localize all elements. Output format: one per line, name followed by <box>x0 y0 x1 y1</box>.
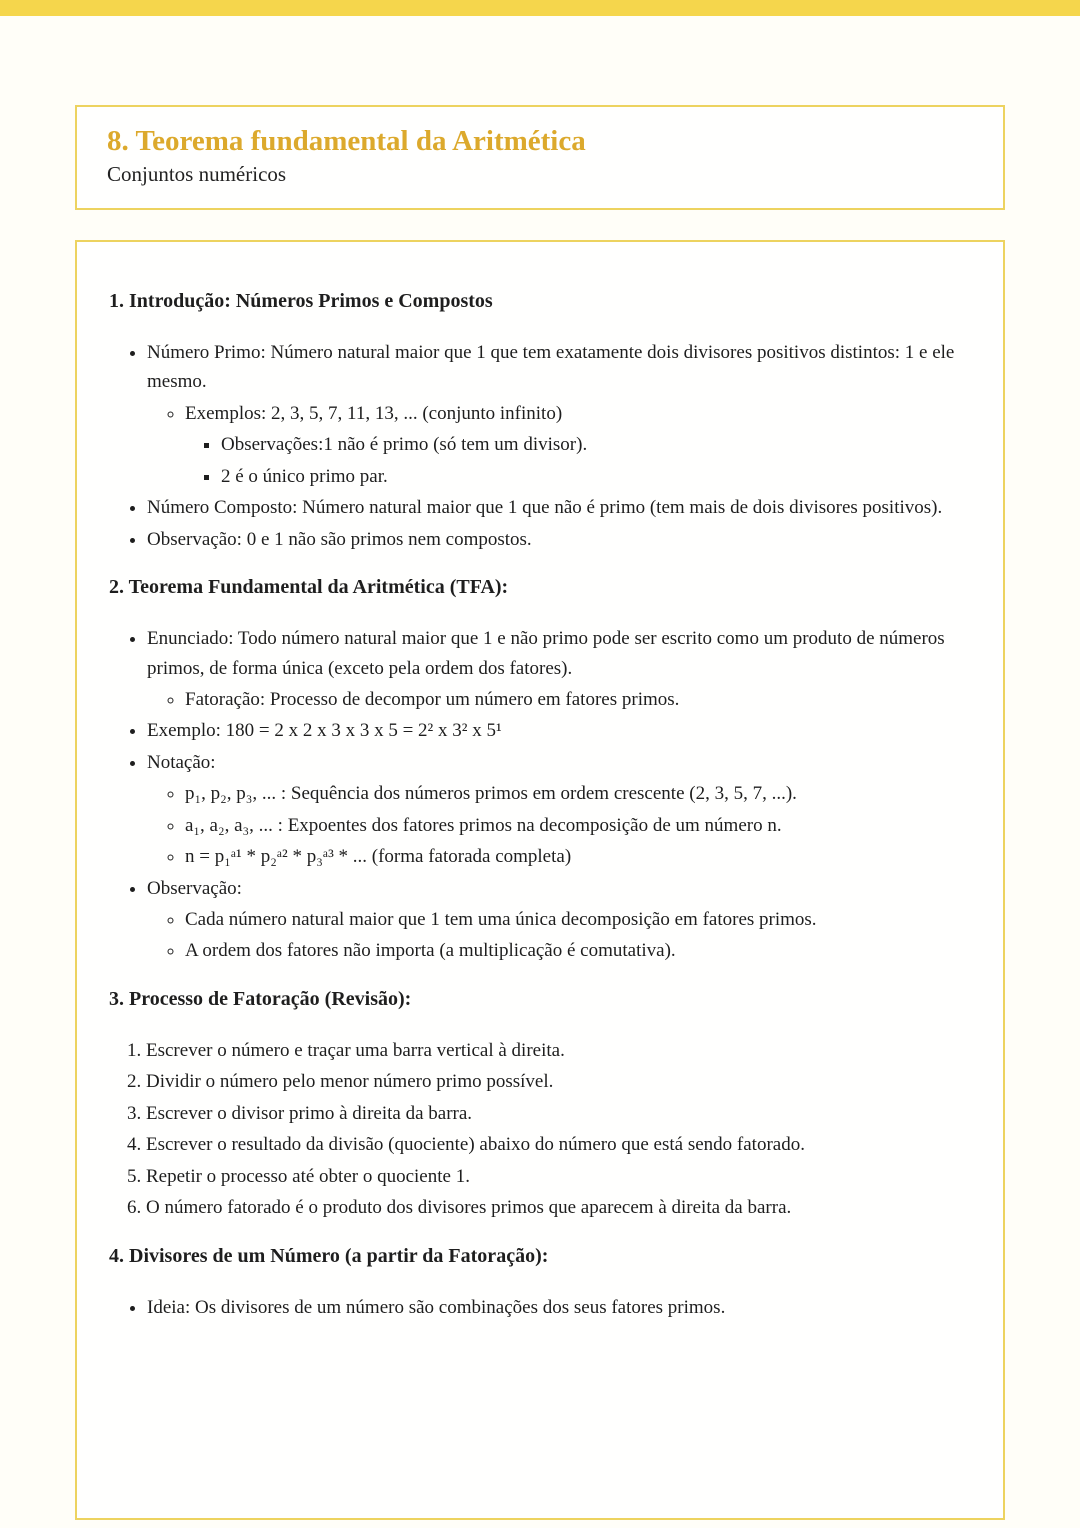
list-item-text: Escrever o resultado da divisão (quociente) abaixo do número que está sendo fatorado. <box>146 1134 805 1156</box>
list-item-text: Dividir o número pelo menor número primo possível. <box>146 1071 554 1093</box>
numbered-list <box>107 1036 971 1223</box>
list-item <box>147 874 971 966</box>
list-item-text: Ideia: Os divisores de um número são combinações dos seus fatores primos. <box>147 1296 726 1318</box>
page-subtitle: Conjuntos numéricos <box>107 162 287 187</box>
list-item-text: Cada número natural maior que 1 tem uma única decomposição em fatores primos. <box>185 909 817 930</box>
section-heading: 1. Introdução: Números Primos e Compostos <box>109 290 493 312</box>
bullet-sublist <box>147 905 971 966</box>
list-item <box>185 811 971 840</box>
bullet-sublist <box>147 779 971 871</box>
section-heading: 2. Teorema Fundamental da Aritmética (TFA): <box>109 576 509 599</box>
list-item-text: Observação: <box>147 877 242 899</box>
list-item <box>127 1162 971 1191</box>
list-item <box>147 716 971 745</box>
list-item <box>221 462 971 491</box>
list-item <box>147 624 971 714</box>
list-item <box>147 493 971 522</box>
list-item <box>185 905 971 934</box>
bullet-sublist <box>147 685 971 714</box>
list-item <box>185 936 971 965</box>
list-item-text: Exemplos: 2, 3, 5, 7, 11, 13, ... (conjunto infinito) <box>185 402 563 424</box>
list-item-text: O número fatorado é o produto dos divisores primos que aparecem à direita da barra. <box>146 1197 792 1219</box>
list-item-text: Repetir o processo até obter o quociente 1. <box>146 1165 470 1187</box>
top-accent-bar <box>0 0 1080 16</box>
bullet-subsublist <box>185 430 971 491</box>
list-item <box>127 1130 971 1159</box>
list-item <box>221 430 971 459</box>
list-item-text: Exemplo: 180 = 2 x 2 x 3 x 3 x 5 = 2² x 3² x 5¹ <box>147 720 502 742</box>
list-item-text: Escrever o divisor primo à direita da barra. <box>146 1102 473 1124</box>
section-tfa <box>107 574 971 966</box>
list-item-text: Número Composto: Número natural maior que 1 que não é primo (tem mais de dois divisores positivos). <box>147 497 943 519</box>
list-item <box>127 1036 971 1065</box>
list-item <box>147 338 971 491</box>
header-card <box>75 105 1005 210</box>
content-card <box>75 240 1005 1520</box>
list-item-text: A ordem dos fatores não importa (a multiplicação é comutativa). <box>185 940 676 962</box>
list-item <box>185 842 971 871</box>
section-heading: 4. Divisores de um Número (a partir da Fatoração): <box>109 1244 549 1267</box>
list-item-text: Enunciado: Todo número natural maior que 1 e não primo pode ser escrito como um produto de números primos, de forma única (exceto pela ordem dos fatores). <box>147 628 945 679</box>
list-item <box>127 1099 971 1128</box>
bullet-list <box>107 624 971 966</box>
section-heading: 3. Processo de Fatoração (Revisão): <box>109 987 412 1010</box>
list-item-text: n = p₁ᵃ¹ * p₂ᵃ² * p₃ᵃ³ * ... (forma fatorada completa) <box>185 846 572 868</box>
list-item-text: p₁, p₂, p₃, ... : Sequência dos números primos em ordem crescente (2, 3, 5, 7, ...). <box>185 783 797 805</box>
section-divisores <box>107 1243 971 1322</box>
bullet-sublist <box>147 399 971 491</box>
list-item <box>127 1067 971 1096</box>
list-item <box>127 1193 971 1222</box>
list-item <box>147 748 971 872</box>
bullet-list <box>107 338 971 554</box>
list-item <box>147 525 971 554</box>
list-item-text: 2 é o único primo par. <box>221 465 388 487</box>
list-item-text: Fatoração: Processo de decompor um número em fatores primos. <box>185 688 680 710</box>
list-item <box>185 685 971 714</box>
list-item-text: a₁, a₂, a₃, ... : Expoentes dos fatores primos na decomposição de um número n. <box>185 814 782 836</box>
section-processo-fatoracao <box>107 986 971 1223</box>
list-item-text: Escrever o número e traçar uma barra vertical à direita. <box>146 1039 565 1061</box>
list-item <box>147 1293 971 1322</box>
list-item-text: Notação: <box>147 751 216 773</box>
list-item-text: Número Primo: Número natural maior que 1 que tem exatamente dois divisores positivos distintos: 1 e ele mesmo. <box>147 342 955 393</box>
bullet-list <box>107 1293 971 1322</box>
list-item <box>185 399 971 491</box>
section-introducao <box>107 288 971 554</box>
page-title: 8. Teorema fundamental da Aritmética <box>107 125 586 157</box>
list-item <box>185 779 971 808</box>
list-item-text: Observação: 0 e 1 não são primos nem compostos. <box>147 528 532 550</box>
list-item-text: Observações:1 não é primo (só tem um divisor). <box>221 434 588 456</box>
